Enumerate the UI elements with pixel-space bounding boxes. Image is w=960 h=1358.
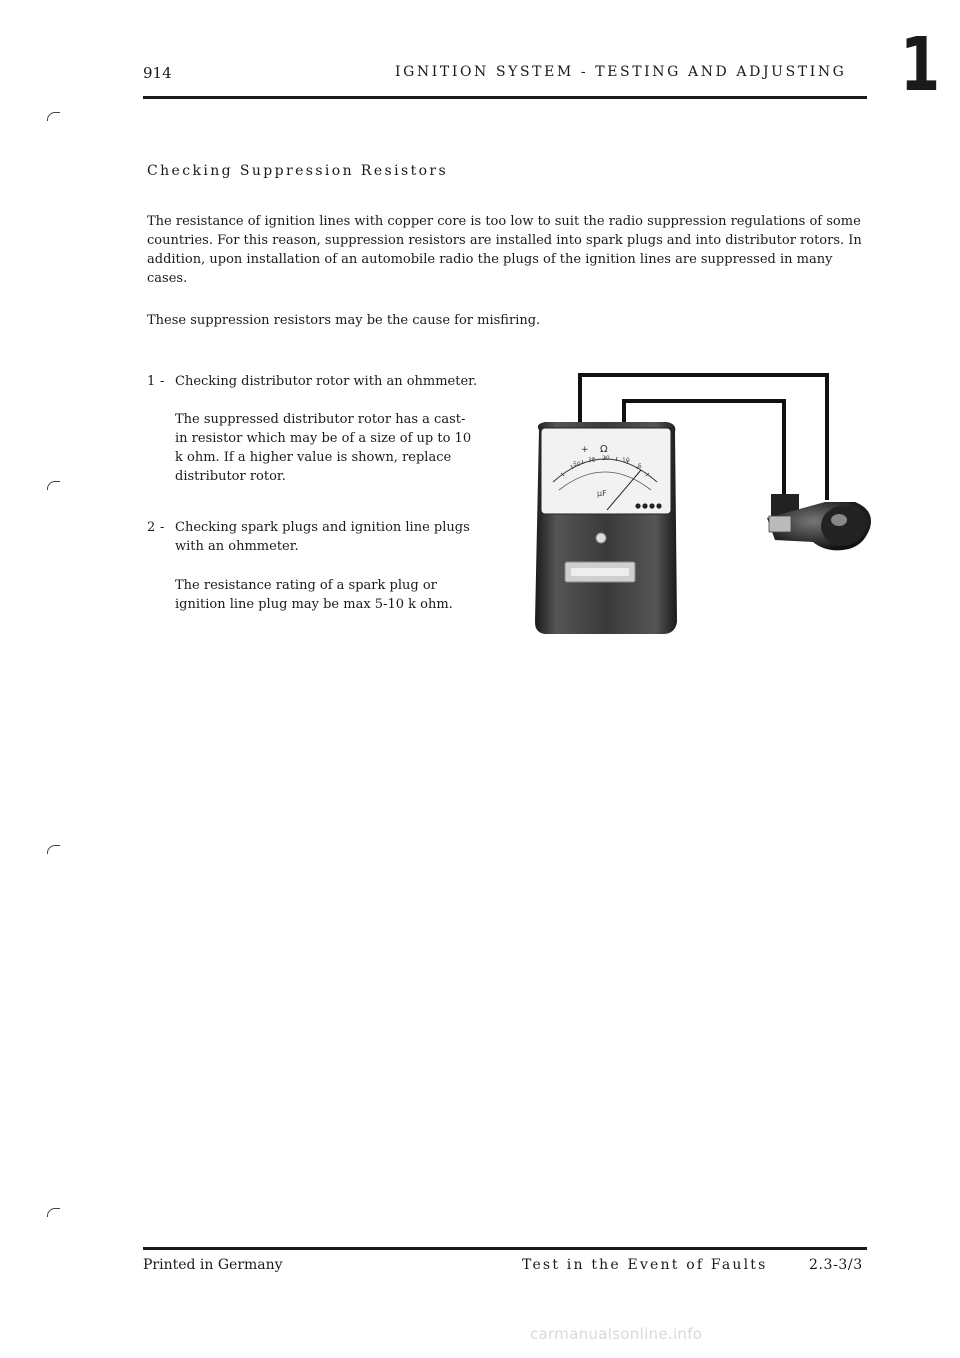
header-title: IGNITION SYSTEM - TESTING AND ADJUSTING <box>395 64 847 80</box>
distributor-rotor-icon <box>767 494 871 550</box>
section-number: 1 <box>900 22 941 108</box>
item-description: The resistance rating of a spark plug or ignition line plug may be max 5-10 k ohm. <box>175 578 453 612</box>
footer-rule <box>143 1247 867 1250</box>
watermark: carmanualsonline.info <box>530 1325 703 1343</box>
paragraph-misfiring: These suppression resistors may be the cause for misfiring. <box>147 313 541 328</box>
item-description: The suppressed distributor rotor has a cast-in resistor which may be of a size of up to 10 k ohm. If a higher value is shown, replace distributor rotor. <box>175 412 472 484</box>
margin-mark <box>47 845 60 854</box>
scale-label: 20 <box>602 455 610 462</box>
item-number: 2 <box>147 520 156 535</box>
item-dash: - <box>160 520 165 535</box>
scale-label: 50 <box>573 461 581 468</box>
page-number: 914 <box>143 64 172 82</box>
meter-unit: µF <box>597 489 607 498</box>
scale-label: 30 <box>588 457 596 464</box>
paragraph-intro: The resistance of ignition lines with copper core is too low to suit the radio suppression regulations of some countries. For this reason, suppression resistors are installed into spark plugs and into distributor rotors. In addition, upon installation of an automobile radio the plugs of the ignition lines are suppressed in many cases. <box>147 214 862 286</box>
item-title: Checking distributor rotor with an ohmmeter. <box>175 374 478 389</box>
meter-plus: + <box>581 445 589 455</box>
margin-mark <box>47 1208 60 1217</box>
item-number: 1 <box>147 374 156 389</box>
ohmmeter-figure <box>525 370 880 640</box>
footer-page-ref: 2.3-3/3 <box>809 1257 863 1273</box>
item-dash: - <box>160 374 165 389</box>
margin-mark <box>47 481 60 490</box>
scale-label: 5 <box>638 463 642 470</box>
scale-label: 10 <box>622 457 630 464</box>
footer-section-title: Test in the Event of Faults <box>522 1257 768 1273</box>
meter-symbol: Ω <box>600 444 608 455</box>
header-rule <box>143 96 867 99</box>
ohmmeter-icon <box>535 422 677 634</box>
item-title: Checking spark plugs and ignition line plugs with an ohmmeter. <box>175 520 470 554</box>
margin-mark <box>47 112 60 121</box>
section-heading: Checking Suppression Resistors <box>147 163 449 179</box>
footer-printed-in: Printed in Germany <box>143 1257 283 1273</box>
